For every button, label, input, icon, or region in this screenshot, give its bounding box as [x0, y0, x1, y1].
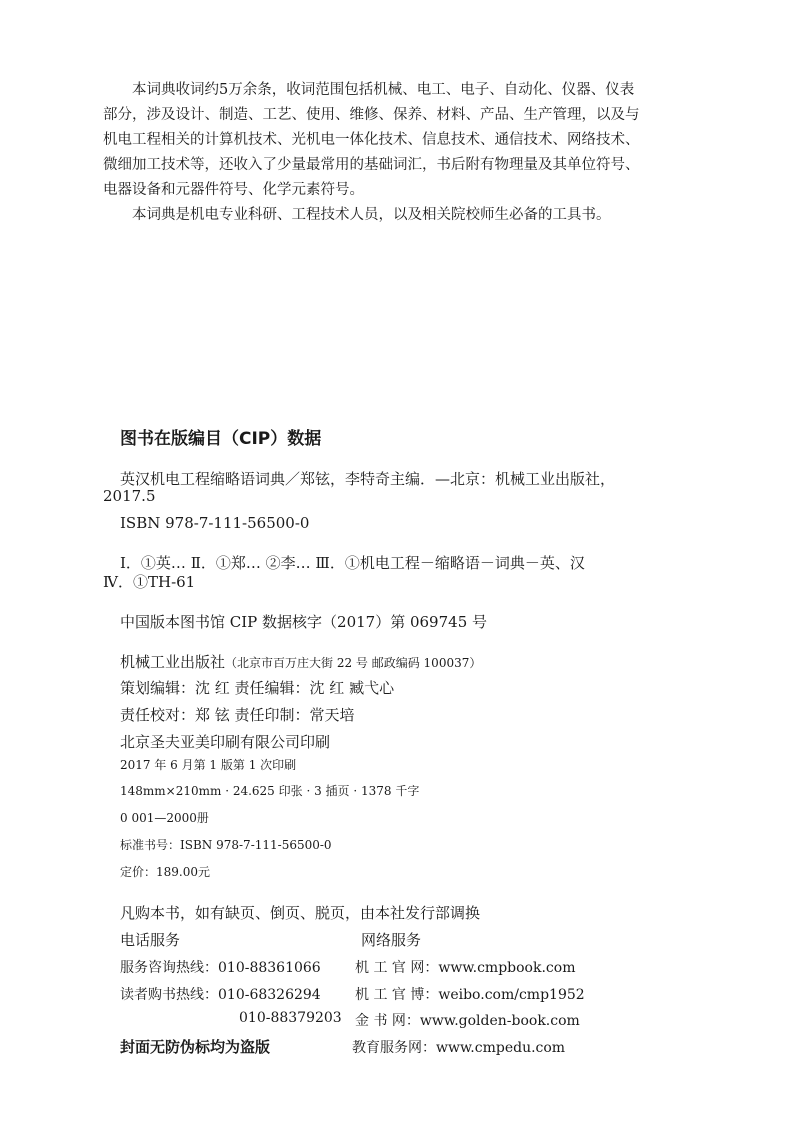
education-service-website: 教育服务网：www.cmpedu.com	[352, 1040, 566, 1056]
price: 定价：189.00元	[120, 865, 210, 879]
format: 148mm×210mm · 24.625 印张 · 3 插页 · 1378 千字	[120, 784, 420, 798]
service-hotline: 服务咨询热线：010-88361066	[120, 960, 321, 976]
publisher-name: 机械工业出版社	[120, 653, 226, 671]
cip-book-entry-continued: 2017.5	[103, 487, 156, 505]
standard-number: 标准书号：ISBN 978-7-111-56500-0	[120, 838, 332, 852]
cip-isbn: ISBN 978-7-111-56500-0	[120, 514, 310, 532]
description-line: 机电工程相关的计算机技术、光机电一体化技术、信息技术、通信技术、网络技术、	[103, 132, 640, 148]
proofreader-printing: 责任校对：郑 铉 责任印制：常天培	[120, 706, 355, 724]
edition: 2017 年 6 月第 1 版第 1 次印刷	[120, 758, 297, 772]
print-run: 0 001—2000册	[120, 811, 209, 825]
purchase-hotline: 读者购书热线：010-68326294	[120, 987, 321, 1003]
official-weibo: 机 工 官 博：weibo.com/cmp1952	[355, 987, 585, 1003]
book-description	[103, 78, 693, 228]
editors: 策划编辑：沈 红 责任编辑：沈 红 臧弋心	[120, 679, 395, 697]
description-line: 本词典收词约5万余条，收词范围包括机械、电工、电子、自动化、仪器、仪表	[132, 82, 635, 98]
replacement-notice: 凡购本书，如有缺页、倒页、脱页，由本社发行部调换	[120, 904, 481, 922]
description-line: 电器设备和元器件符号、化学元素符号。	[103, 182, 364, 198]
cip-book-entry: 英汉机电工程缩略语词典／郑铉，李特奇主编．—北京：机械工业出版社，	[120, 470, 616, 488]
anti-piracy-notice: 封面无防伪标均为盗版	[120, 1038, 271, 1056]
web-service-header: 网络服务	[361, 931, 422, 949]
purchase-hotline-2: 010-88379203	[239, 1010, 342, 1026]
description-line: 微细加工技术等，还收入了少量最常用的基础词汇，书后附有物理量及其单位符号、	[103, 157, 640, 173]
description-paragraph-2: 本词典是机电专业科研、工程技术人员，以及相关院校师生必备的工具书。	[132, 207, 611, 223]
publisher-line	[120, 651, 481, 672]
description-line: 部分，涉及设计、制造、工艺、使用、维修、保养、材料、产品、生产管理，以及与	[103, 107, 640, 123]
publisher-address: （北京市百万庄大街 22 号 邮政编码 100037）	[225, 656, 482, 670]
golden-book-website: 金 书 网：www.golden-book.com	[355, 1013, 580, 1029]
cip-classification-continued: Ⅳ．①TH-61	[103, 573, 196, 591]
official-website: 机 工 官 网：www.cmpbook.com	[355, 960, 576, 976]
phone-service-header: 电话服务	[120, 931, 181, 949]
cip-data-number: 中国版本图书馆 CIP 数据核字（2017）第 069745 号	[120, 613, 488, 631]
cip-heading: 图书在版编目（CIP）数据	[120, 429, 322, 449]
printer: 北京圣夫亚美印刷有限公司印刷	[120, 733, 331, 751]
cip-classification: Ⅰ．①英… Ⅱ．①郑… ②李… Ⅲ．①机电工程－缩略语－词典－英、汉	[120, 554, 585, 572]
